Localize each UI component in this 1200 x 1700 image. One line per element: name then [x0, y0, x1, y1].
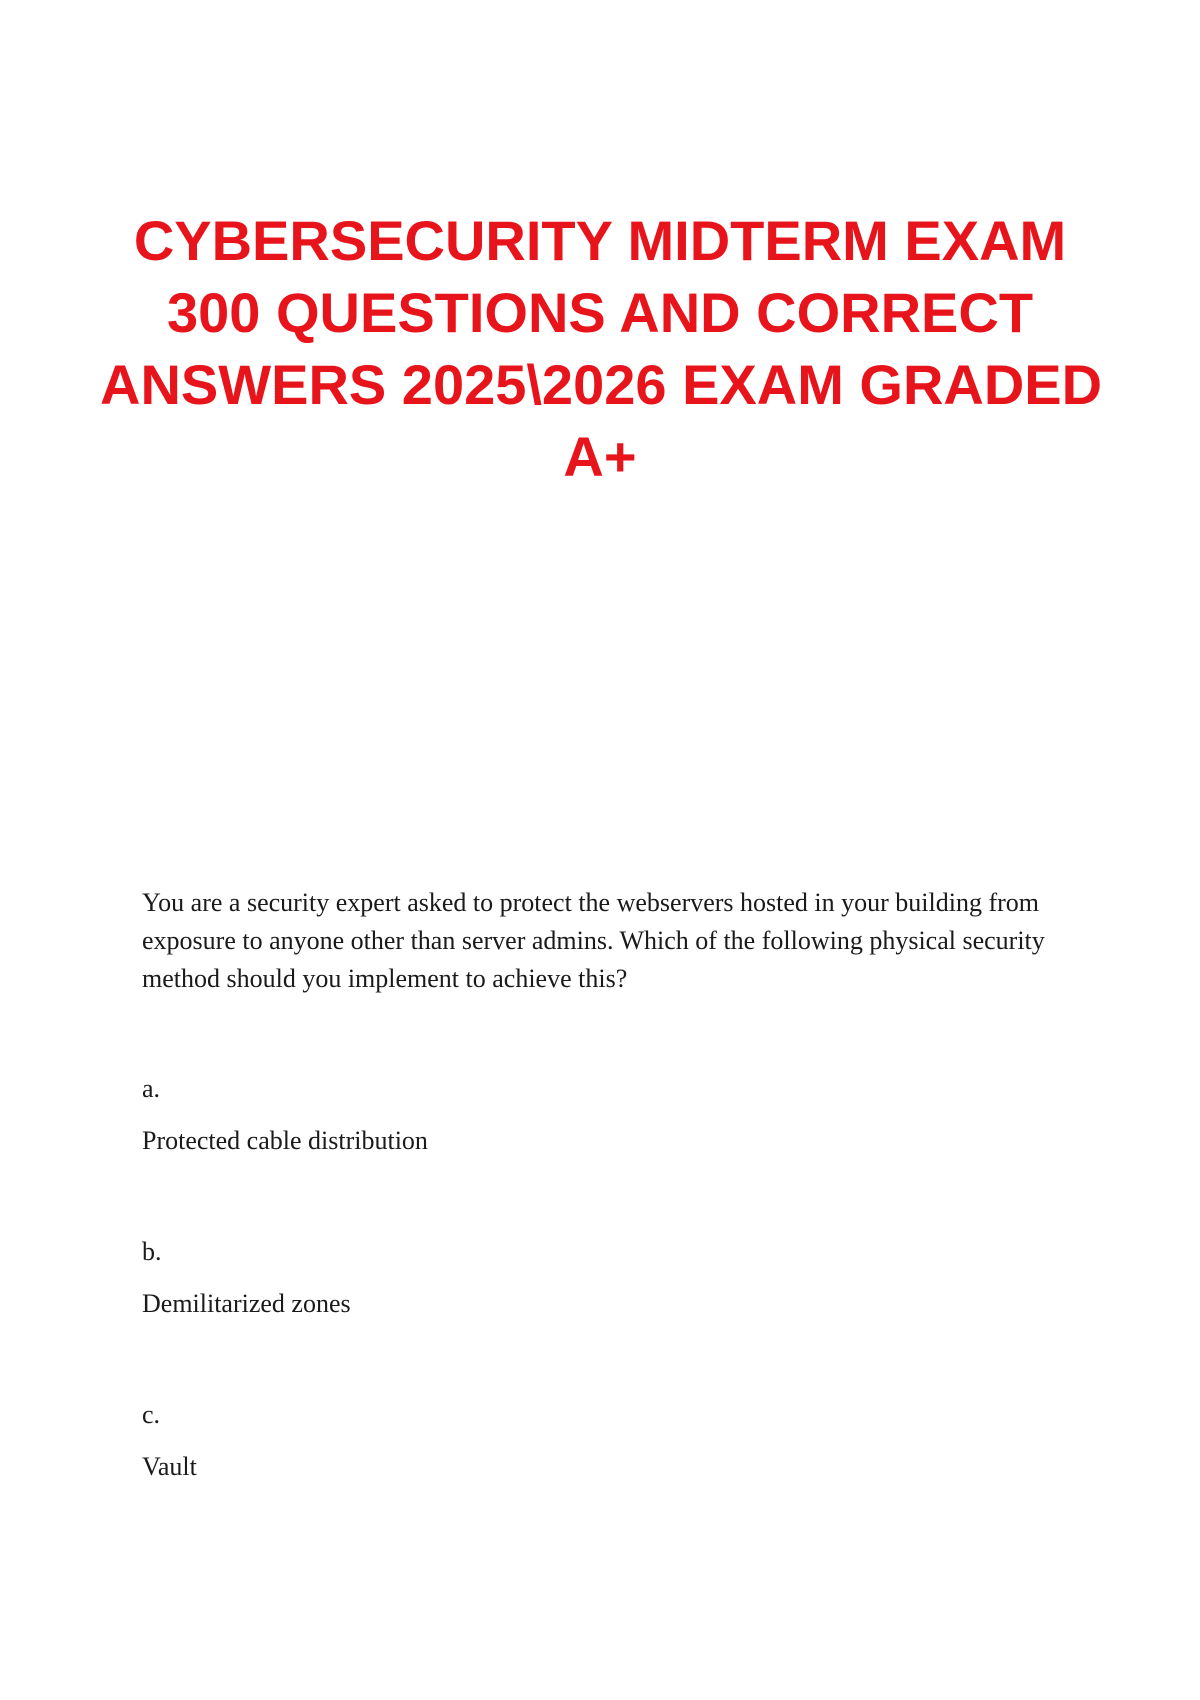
exam-title-line: A+ — [563, 425, 637, 488]
exam-title-line: ANSWERS 2025\2026 EXAM GRADED — [100, 353, 1103, 416]
exam-title-line: 300 QUESTIONS AND CORRECT — [166, 281, 1034, 344]
option-a-text: Protected cable distribution — [142, 1126, 428, 1155]
option-a-letter: a. — [142, 1074, 161, 1103]
exam-title — [100, 205, 1103, 493]
option-b-letter: b. — [142, 1237, 162, 1266]
option-c-letter: c. — [142, 1400, 161, 1429]
question-text: You are a security expert asked to protect the webservers hosted in your building from exposure to anyone other than server admins. Which of the following physical security method should you implement to achieve this? — [142, 888, 1045, 993]
option-b-text: Demilitarized zones — [142, 1289, 351, 1318]
option-c-text: Vault — [142, 1452, 197, 1481]
exam-title-line: CYBERSECURITY MIDTERM EXAM — [133, 209, 1067, 272]
